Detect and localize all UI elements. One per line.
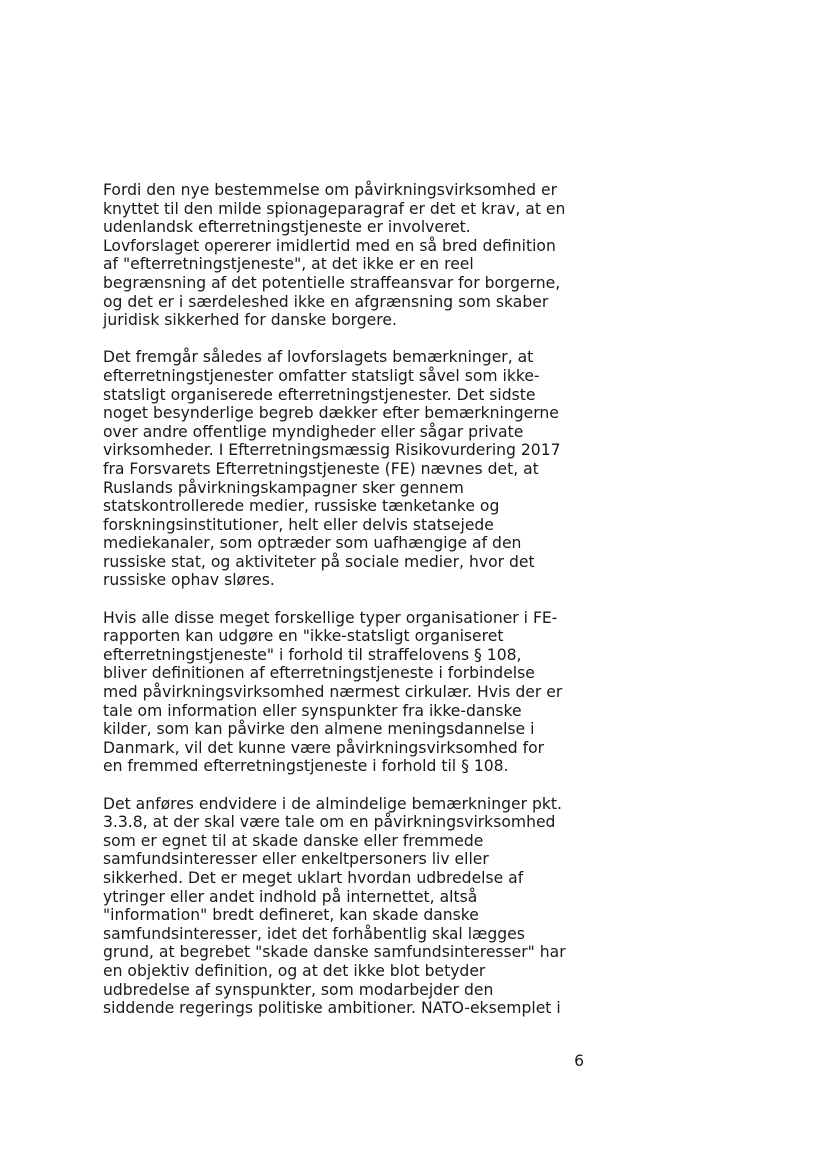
text-line: kilder, som kan påvirke den almene meningsdannelse i: [103, 720, 535, 739]
text-line: rapporten kan udgøre en "ikke-statsligt organiseret: [103, 627, 504, 646]
text-line: noget besynderlige begreb dækker efter bemærkningerne: [103, 404, 559, 423]
text-line: statskontrollerede medier, russiske tænketanke og: [103, 497, 500, 516]
text-line: bliver definitionen af efterretningstjeneste i forbindelse: [103, 664, 535, 683]
text-line: knyttet til den milde spionageparagraf er det et krav, at en: [103, 199, 566, 218]
text-line: tale om information eller synspunkter fra ikke-danske: [103, 701, 522, 720]
paragraph: [103, 609, 593, 776]
text-line: forskningsinstitutioner, helt eller delvis statsejede: [103, 515, 494, 534]
text-line: Ruslands påvirkningskampagner sker gennem: [103, 478, 464, 497]
text-line: juridisk sikkerhed for danske borgere.: [103, 311, 397, 330]
text-line: ytringer eller andet indhold på internettet, altså: [103, 887, 478, 906]
text-line: af "efterretningstjeneste", at det ikke er en reel: [103, 255, 474, 274]
text-line: Lovforslaget opererer imidlertid med en så bred definition: [103, 236, 556, 255]
text-line: udbredelse af synspunkter, som modarbejder den: [103, 980, 494, 999]
text-line: mediekanaler, som optræder som uafhængige af den: [103, 534, 522, 553]
text-line: Det fremgår således af lovforslagets bemærkninger, at: [103, 348, 534, 367]
text-line: sikkerhed. Det er meget uklart hvordan udbredelse af: [103, 868, 524, 887]
page-number: 6: [574, 1052, 584, 1070]
text-line: over andre offentlige myndigheder eller sågar private: [103, 422, 524, 441]
text-line: en fremmed efterretningstjeneste i forhold til § 108.: [103, 757, 509, 776]
text-line: siddende regerings politiske ambitioner. NATO-eksemplet i: [103, 999, 561, 1018]
text-line: udenlandsk efterretningstjeneste er involveret.: [103, 218, 471, 237]
text-line: en objektiv definition, og at det ikke blot betyder: [103, 961, 486, 980]
text-line: Fordi den nye bestemmelse om påvirkningsvirksomhed er: [103, 181, 558, 199]
text-line: begrænsning af det potentielle straffeansvar for borgerne,: [103, 273, 561, 292]
paragraph: [103, 348, 593, 590]
text-line: Det anføres endvidere i de almindelige bemærkninger pkt.: [103, 794, 562, 813]
text-line: Hvis alle disse meget forskellige typer organisationer i FE-: [103, 608, 558, 627]
body-text: [103, 181, 593, 1036]
text-line: samfundsinteresser eller enkeltpersoners liv eller: [103, 850, 489, 869]
text-line: "information" bredt defineret, kan skade danske: [103, 906, 479, 925]
text-line: som er egnet til at skade danske eller fremmede: [103, 831, 484, 850]
text-line: 3.3.8, at der skal være tale om en påvirkningsvirksomhed: [103, 813, 556, 832]
text-line: efterretningstjeneste" i forhold til straffelovens § 108,: [103, 645, 522, 664]
text-line: med påvirkningsvirksomhed nærmest cirkulær. Hvis der er: [103, 683, 563, 702]
text-line: Danmark, vil det kunne være påvirkningsvirksomhed for: [103, 738, 545, 757]
text-line: russiske ophav sløres.: [103, 571, 275, 590]
text-line: virksomheder. I Efterretningsmæssig Risikovurdering 2017: [103, 441, 561, 460]
text-line: grund, at begrebet "skade danske samfundsinteresser" har: [103, 943, 566, 962]
text-line: efterretningstjenester omfatter statsligt såvel som ikke-: [103, 366, 540, 385]
text-line: statsligt organiserede efterretningstjenester. Det sidste: [103, 385, 536, 404]
text-line: samfundsinteresser, idet det forhåbentlig skal lægges: [103, 924, 525, 943]
text-line: fra Forsvarets Efterretningstjeneste (FE) nævnes det, at: [103, 459, 539, 478]
paragraph: [103, 181, 593, 330]
text-line: og det er i særdeleshed ikke en afgrænsning som skaber: [103, 292, 549, 311]
text-line: russiske stat, og aktiviteter på sociale medier, hvor det: [103, 552, 535, 571]
paragraph: [103, 795, 593, 1018]
